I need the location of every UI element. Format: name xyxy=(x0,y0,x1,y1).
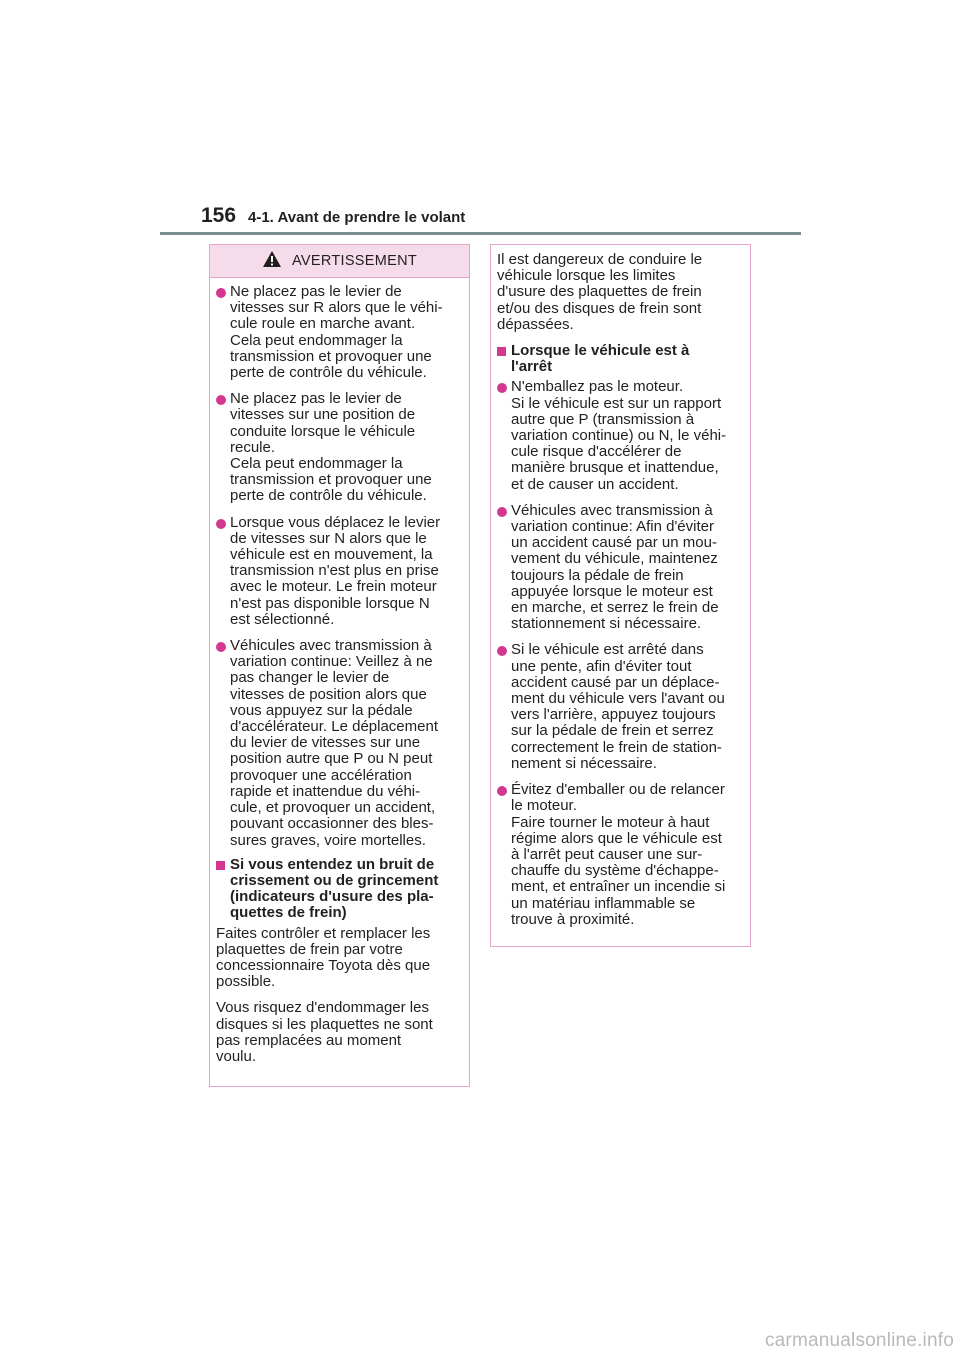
list-item xyxy=(216,391,463,504)
bullet-dot-icon xyxy=(497,507,507,517)
heading-square-icon xyxy=(497,347,506,356)
warning-title: AVERTISSEMENT xyxy=(291,253,418,269)
warning-box-header xyxy=(210,245,469,278)
warning-triangle-icon xyxy=(262,250,282,273)
bullet-dot-icon xyxy=(216,395,226,405)
page-number: 156 xyxy=(201,204,237,227)
list-item xyxy=(497,379,744,492)
list-item-text: Évitez d'emballer ou de relancer le moteur. Faire tourner le moteur à haut régime alors que le véhicule est à l'arrêt peut causer une sur- chauffe du système d'échappe- ment, et entraîner un incendie si un matériau inflammable se trouve à proximité. xyxy=(511,781,726,928)
warning-continuation-box xyxy=(490,244,751,947)
list-item xyxy=(216,284,463,381)
section-title: 4-1. Avant de prendre le volant xyxy=(248,209,466,226)
warning-box-body xyxy=(210,278,469,1065)
section-heading xyxy=(216,857,463,922)
list-item-text: Lorsque vous déplacez le levier de vitesses sur N alors que le véhicule est en mouvement, la transmission n'est plus en prise avec le moteur. Le frein moteur n'est pas disponible lorsque N est sélectionné. xyxy=(230,513,441,628)
list-item-text: Ne placez pas le levier de vitesses sur une position de conduite lorsque le véhicule recule. Cela peut endommager la transmission et provoquer une perte de contrôle du véhicule. xyxy=(230,390,432,505)
paragraph: Vous risquez d'endommager les disques si les plaquettes ne sont pas remplacées au moment voulu. xyxy=(216,999,433,1065)
warning-box xyxy=(209,244,470,1087)
section-heading xyxy=(497,343,744,375)
list-item-text: Véhicules avec transmission à variation continue: Veillez à ne pas changer le levier de vitesses de position alors que vous appuyez sur la pédale d'accélérateur. Le déplacement du levier de vitesses sur une position autre que P ou N peut provoquer une accélération rapide et inattendue du véhi- cule, et provoquer un accident, pouvant occasionner des bles- sures graves, voire mortelles. xyxy=(230,637,439,849)
heading-text: Lorsque le véhicule est à l'arrêt xyxy=(511,342,690,376)
paragraph: Il est dangereux de conduire le véhicule lorsque les limites d'usure des plaquettes de frein et/ou des disques de frein sont dépassées. xyxy=(497,251,703,333)
paragraph: Faites contrôler et remplacer les plaquettes de frein par votre concessionnaire Toyota dès que possible. xyxy=(216,924,431,991)
bullet-dot-icon xyxy=(497,383,507,393)
bullet-dot-icon xyxy=(216,519,226,529)
bullet-dot-icon xyxy=(216,288,226,298)
list-item-text: N'emballez pas le moteur. Si le véhicule est sur un rapport autre que P (transmission à variation continue) ou N, le véhi- cule risque d'accélérer de manière brusque et inattendue, et de causer un accident. xyxy=(511,378,727,493)
bullet-dot-icon xyxy=(497,786,507,796)
list-item-text: Véhicules avec transmission à variation continue: Afin d'éviter un accident causé par un mou- vement du véhicule, maintenez toujours la pédale de frein appuyée lorsque le moteur est en marche, et serrez le frein de stationnement si nécessaire. xyxy=(511,501,719,633)
heading-square-icon xyxy=(216,861,225,870)
header-rule xyxy=(160,232,801,235)
heading-text: Si vous entendez un bruit de crissement ou de grincement (indicateurs d'usure des pla- quettes de frein) xyxy=(230,855,439,922)
list-item xyxy=(216,515,463,628)
continuation-box-body xyxy=(491,245,750,928)
bullet-dot-icon xyxy=(497,646,507,656)
bullet-dot-icon xyxy=(216,642,226,652)
list-item xyxy=(497,503,744,633)
list-item xyxy=(216,638,463,849)
list-item-text: Si le véhicule est arrêté dans une pente, afin d'éviter tout accident causé par un déplace- ment du véhicule vers l'avant ou vers l'arrière, appuyez toujours sur la pédale de frein et serrez correctement le frein de station- nement si nécessaire. xyxy=(511,641,725,772)
watermark: carmanualsonline.info xyxy=(764,1330,954,1351)
list-item xyxy=(497,642,744,772)
list-item-text: Ne placez pas le levier de vitesses sur R alors que le véhi- cule roule en marche avant. Cela peut endommager la transmission et provoquer une perte de contrôle du véhicule. xyxy=(230,283,443,382)
list-item xyxy=(497,782,744,928)
